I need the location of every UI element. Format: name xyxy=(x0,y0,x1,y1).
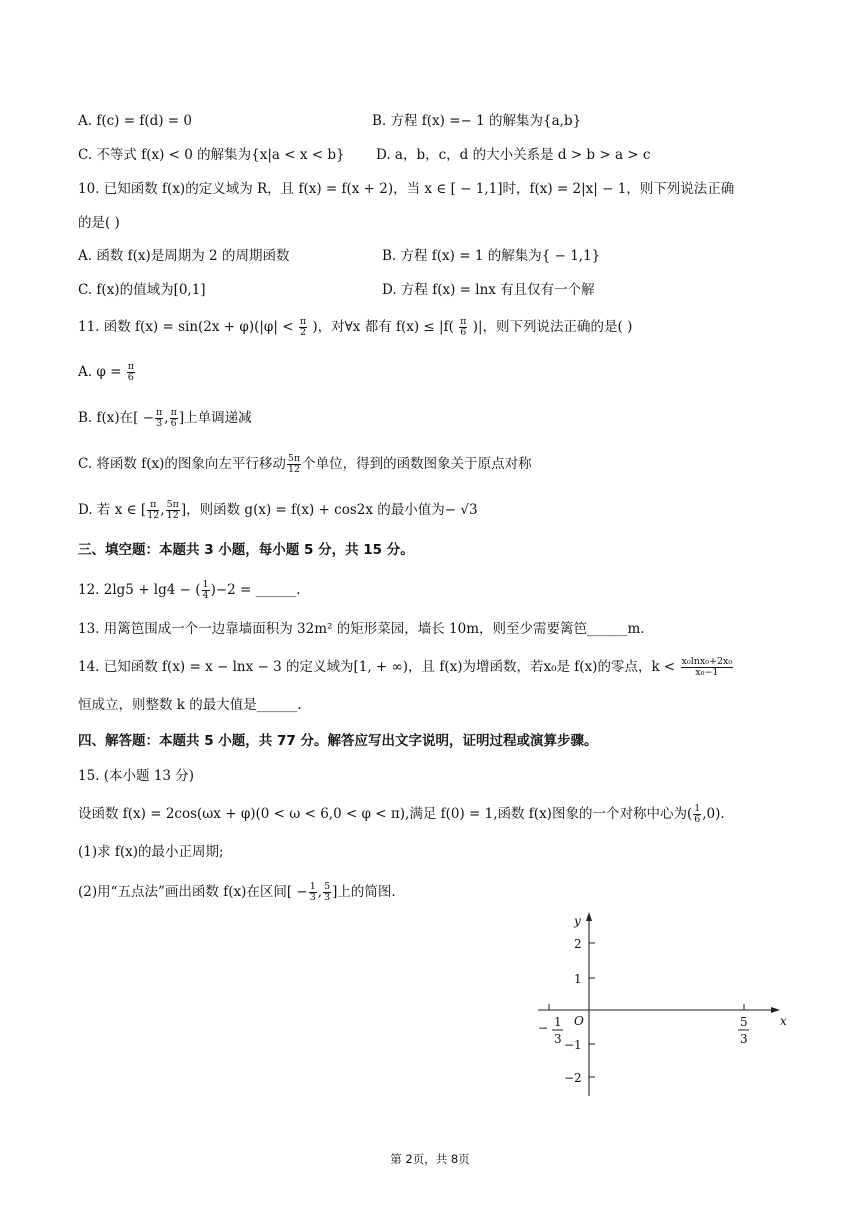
y-tick-label-neg1: −1 xyxy=(564,1038,582,1052)
q11-stem-pre: 11. 函数 f(x) = sin(2x + φ)(|φ| < xyxy=(78,319,294,335)
q11-option-a xyxy=(78,362,136,383)
x-tick-left-num: 1 xyxy=(554,1015,562,1029)
q10-stem-line1: 10. 已知函数 f(x)的定义域为 R，且 f(x) = f(x + 2)，当 x ∈ [ − 1,1]时，f(x) = 2|x| − 1，则下列说法正确 xyxy=(78,181,735,197)
q11-frac-pi2: $\frac{\pi}{2}$ xyxy=(299,316,307,338)
y-axis-arrow xyxy=(586,912,592,921)
q11-a-frac: $\frac{\pi}{6}$ xyxy=(127,361,134,383)
q15-stem-post: ,0). xyxy=(702,806,725,822)
q11-stem xyxy=(78,317,632,338)
q11-stem-mid: )，对∀x 都有 f(x) ≤ |f( xyxy=(312,319,454,335)
q11-d-post: ]，则函数 g(x) = f(x) + cos2x 的最小值为− √3 xyxy=(180,502,478,518)
q13: 13. 用篱笆围成一个一边靠墙面积为 32m² 的矩形菜园，墙长 10m，则至少需要篱笆______m. xyxy=(78,621,645,637)
q11-a-text: A. φ = xyxy=(78,364,122,380)
q9-option-b: B. 方程 f(x) =− 1 的解集为{a,b} xyxy=(372,113,582,129)
q14-frac: $\frac{\text{x₀lnx₀+2x₀}}{\text{x₀−1}}$ xyxy=(681,656,733,678)
q15-stem-pre: 设函数 f(x) = 2cos(ωx + φ)(0 < ω < 6,0 < φ < π),满足 f(0) = 1,函数 f(x)图象的一个对称中心为( xyxy=(78,806,693,822)
section-4-heading: 四、解答题：本题共 5 小题，共 77 分。解答应写出文字说明，证明过程或演算步骤。 xyxy=(78,733,598,749)
section-3-heading: 三、填空题：本题共 3 小题，每小题 5 分，共 15 分。 xyxy=(78,542,414,558)
q11-option-b: B. f(x)在[ − $\frac{\pi}{3}$ , $\frac{\pi}{6}$ ]上单调递减 xyxy=(78,407,252,429)
q10-option-c: C. f(x)的值域为[0,1] xyxy=(78,282,206,298)
q15-part2-post: ]上的简图. xyxy=(332,884,396,900)
q9-option-c: C. 不等式 f(x) < 0 的解集为{x|a < x < b} xyxy=(78,147,345,163)
y-tick-label-neg2: −2 xyxy=(564,1071,582,1085)
q11-b-post: ]上单调递减 xyxy=(178,410,252,426)
q11-option-c xyxy=(78,454,532,475)
q10-option-a: A. 函数 f(x)是周期为 2 的周期函数 xyxy=(78,248,290,264)
q11-b-pre: B. f(x)在[ − xyxy=(78,410,155,426)
q15-part2-frac-53: $\frac{5}{3}$ xyxy=(324,881,331,903)
q15-stem xyxy=(78,804,725,825)
origin-label: O xyxy=(574,1014,584,1028)
q14-line2: 恒成立，则整数 k 的最大值是______. xyxy=(78,697,302,713)
x-tick-right-num: 5 xyxy=(740,1015,748,1029)
q10-option-d: D. 方程 f(x) = lnx 有且仅有一个解 xyxy=(382,282,595,298)
q14-line1 xyxy=(78,657,734,678)
y-tick-label-1: 1 xyxy=(574,972,582,986)
page-footer: 第 2页，共 8页 xyxy=(390,1152,470,1166)
q11-d-pre: D. 若 x ∈ [ xyxy=(78,502,147,518)
q11-d-frac-5pi12: $\frac{5\pi}{12}$ xyxy=(166,499,179,521)
q11-c-post: 个单位，得到的函数图象关于原点对称 xyxy=(302,456,532,472)
q14-pre: 14. 已知函数 f(x) = x − lnx − 3 的定义域为[1, + ∞)，且 f(x)为增函数，若x₀是 f(x)的零点，k < xyxy=(78,659,676,675)
q11-frac-pi6: $\frac{\pi}{6}$ xyxy=(460,316,467,338)
q12-frac: $\frac{1}{4}$ xyxy=(202,579,209,601)
q11-d-frac-pi12: $\frac{\pi}{12}$ xyxy=(147,499,160,521)
q9-option-a: A. f(c) = f(d) = 0 xyxy=(78,113,192,129)
x-tick-right-den: 3 xyxy=(740,1032,748,1046)
q15-heading: 15. (本小题 13 分) xyxy=(78,768,195,784)
q10-option-b: B. 方程 f(x) = 1 的解集为{ − 1,1} xyxy=(382,248,601,264)
q15-part2: (2)用“五点法”画出函数 f(x)在区间[ − $\frac{1}{3}$ , $\frac{5}{3}$ ]上的简图. xyxy=(78,881,396,903)
x-tick-left-sign: − xyxy=(538,1021,549,1035)
q11-b-frac-pi6: $\frac{\pi}{6}$ xyxy=(170,407,177,429)
q11-c-pre: C. 将函数 f(x)的图象向左平行移动 xyxy=(78,456,286,472)
y-axis-label: y xyxy=(574,914,581,928)
q9-option-d: D. a，b，c，d 的大小关系是 d > b > a > c xyxy=(376,147,651,163)
q15-part2-frac-13: $\frac{1}{3}$ xyxy=(309,881,316,903)
q11-option-d: D. 若 x ∈ [ $\frac{\pi}{12}$ , $\frac{5\pi}{12}$ ]，则函数 g(x) = f(x) + cos2x 的最小值为− √3 xyxy=(78,499,478,521)
q12-post: )−2 = ______. xyxy=(210,582,301,598)
coordinate-axes xyxy=(530,910,800,1100)
q11-stem-post: )|，则下列说法正确的是( ) xyxy=(472,319,633,335)
q11-c-frac: $\frac{5\pi}{12}$ xyxy=(287,453,301,475)
q11-b-frac-pi3: $\frac{\pi}{3}$ xyxy=(156,407,163,429)
q15-part1: (1)求 f(x)的最小正周期; xyxy=(78,844,224,860)
q15-frac-16: $\frac{1}{6}$ xyxy=(694,803,701,825)
q15-part2-pre: (2)用“五点法”画出函数 f(x)在区间[ − xyxy=(78,884,308,900)
x-axis-arrow xyxy=(771,1007,780,1013)
q12 xyxy=(78,580,300,601)
x-axis-label: x xyxy=(780,1014,787,1028)
x-tick-left-den: 3 xyxy=(554,1032,562,1046)
y-tick-label-2: 2 xyxy=(574,937,582,951)
q12-pre: 12. 2lg5 + lg4 − ( xyxy=(78,582,201,598)
q10-stem-line2: 的是( ) xyxy=(78,215,120,231)
